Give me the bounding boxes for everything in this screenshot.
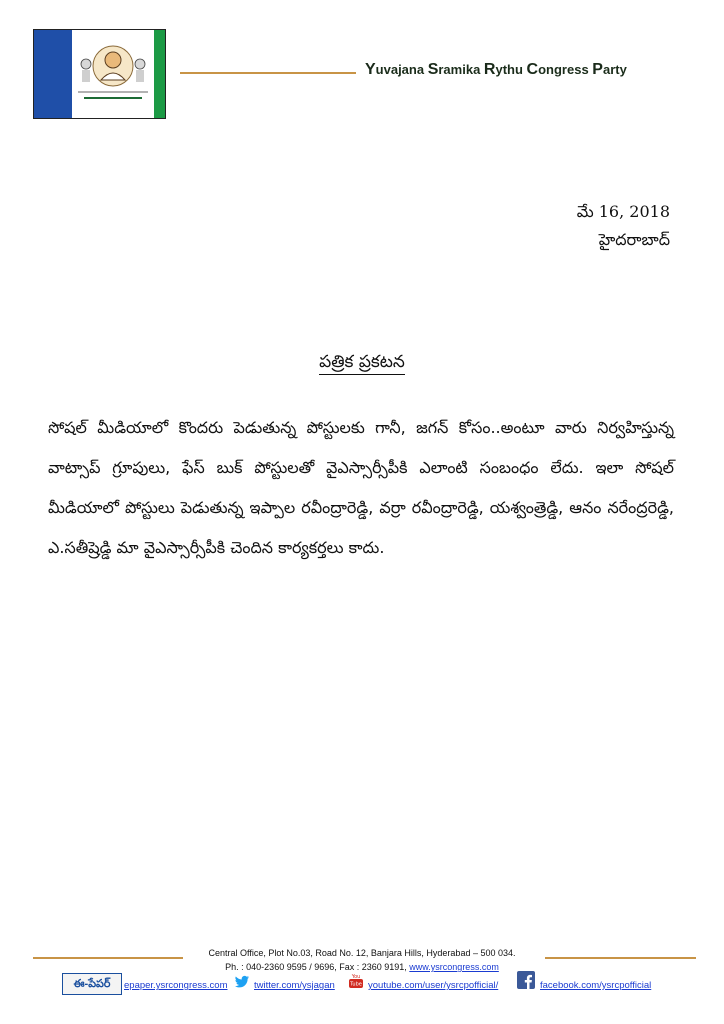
website-link[interactable]: www.ysrcongress.com [409, 962, 499, 972]
youtube-link[interactable]: youtube.com/user/ysrcpofficial/ [368, 980, 499, 991]
flag-green-stripe [154, 30, 165, 118]
twitter-link[interactable]: twitter.com/ysjagan [254, 980, 335, 991]
flag-blue-stripe [34, 30, 72, 118]
twitter-icon[interactable] [234, 975, 250, 989]
press-release-body: సోషల్ మీడియాలో కొందరు పెడుతున్న పోస్టులకు గానీ, జగన్ కోసం..అంటూ వారు నిర్వహిస్తున్న వాట్సాప్ గ్రూపులు, ఫేస్ బుక్ పోస్టులతో వైఎస్సార్సీపీకి ఎలాంటి సంబంధం లేదు. ఇలా సోషల్ మీడియాలో పోస్టులు పెడుతున్న ఇప్పాల రవీంద్రారెడ్డి, వర్రా రవీంద్రారెడ్డి, యశ్వంత్రెడ్డి, ఆనం నరేంద్రరెడ్డి, ఎ.సతీష్రెడ్డి మా వైఎస్సార్సీపీకి చెందిన కార్యకర్తలు కాదు. [48, 418, 674, 557]
svg-text:Tube: Tube [350, 981, 362, 988]
epaper-link[interactable]: epaper.ysrcongress.com [124, 980, 228, 991]
party-name: Yuvajana Sramika Rythu Congress Party [365, 61, 627, 78]
svg-text:You: You [351, 974, 361, 980]
date-place-block [577, 198, 670, 254]
facebook-icon[interactable] [517, 971, 535, 989]
header-divider [180, 72, 356, 74]
party-flag-logo [33, 29, 166, 119]
party-emblem-icon [74, 36, 152, 112]
office-address: Central Office, Plot No.03, Road No. 12, Banjara Hills, Hyderabad – 500 034. [208, 948, 516, 958]
phone-fax: Ph. : 040-2360 9595 / 9696, Fax : 2360 9191, [225, 962, 410, 972]
press-release-title [0, 352, 724, 376]
press-date: మే 16, 2018 [576, 202, 670, 221]
title-text: పత్రిక ప్రకటన [319, 352, 405, 375]
youtube-icon[interactable] [348, 973, 364, 989]
epaper-badge[interactable]: ఈ-పేపర్ [62, 973, 122, 995]
contact-line [0, 960, 724, 974]
facebook-link[interactable]: facebook.com/ysrcpofficial [540, 980, 652, 991]
press-place: హైదరాబాద్ [598, 230, 670, 249]
footer-address [0, 946, 724, 974]
